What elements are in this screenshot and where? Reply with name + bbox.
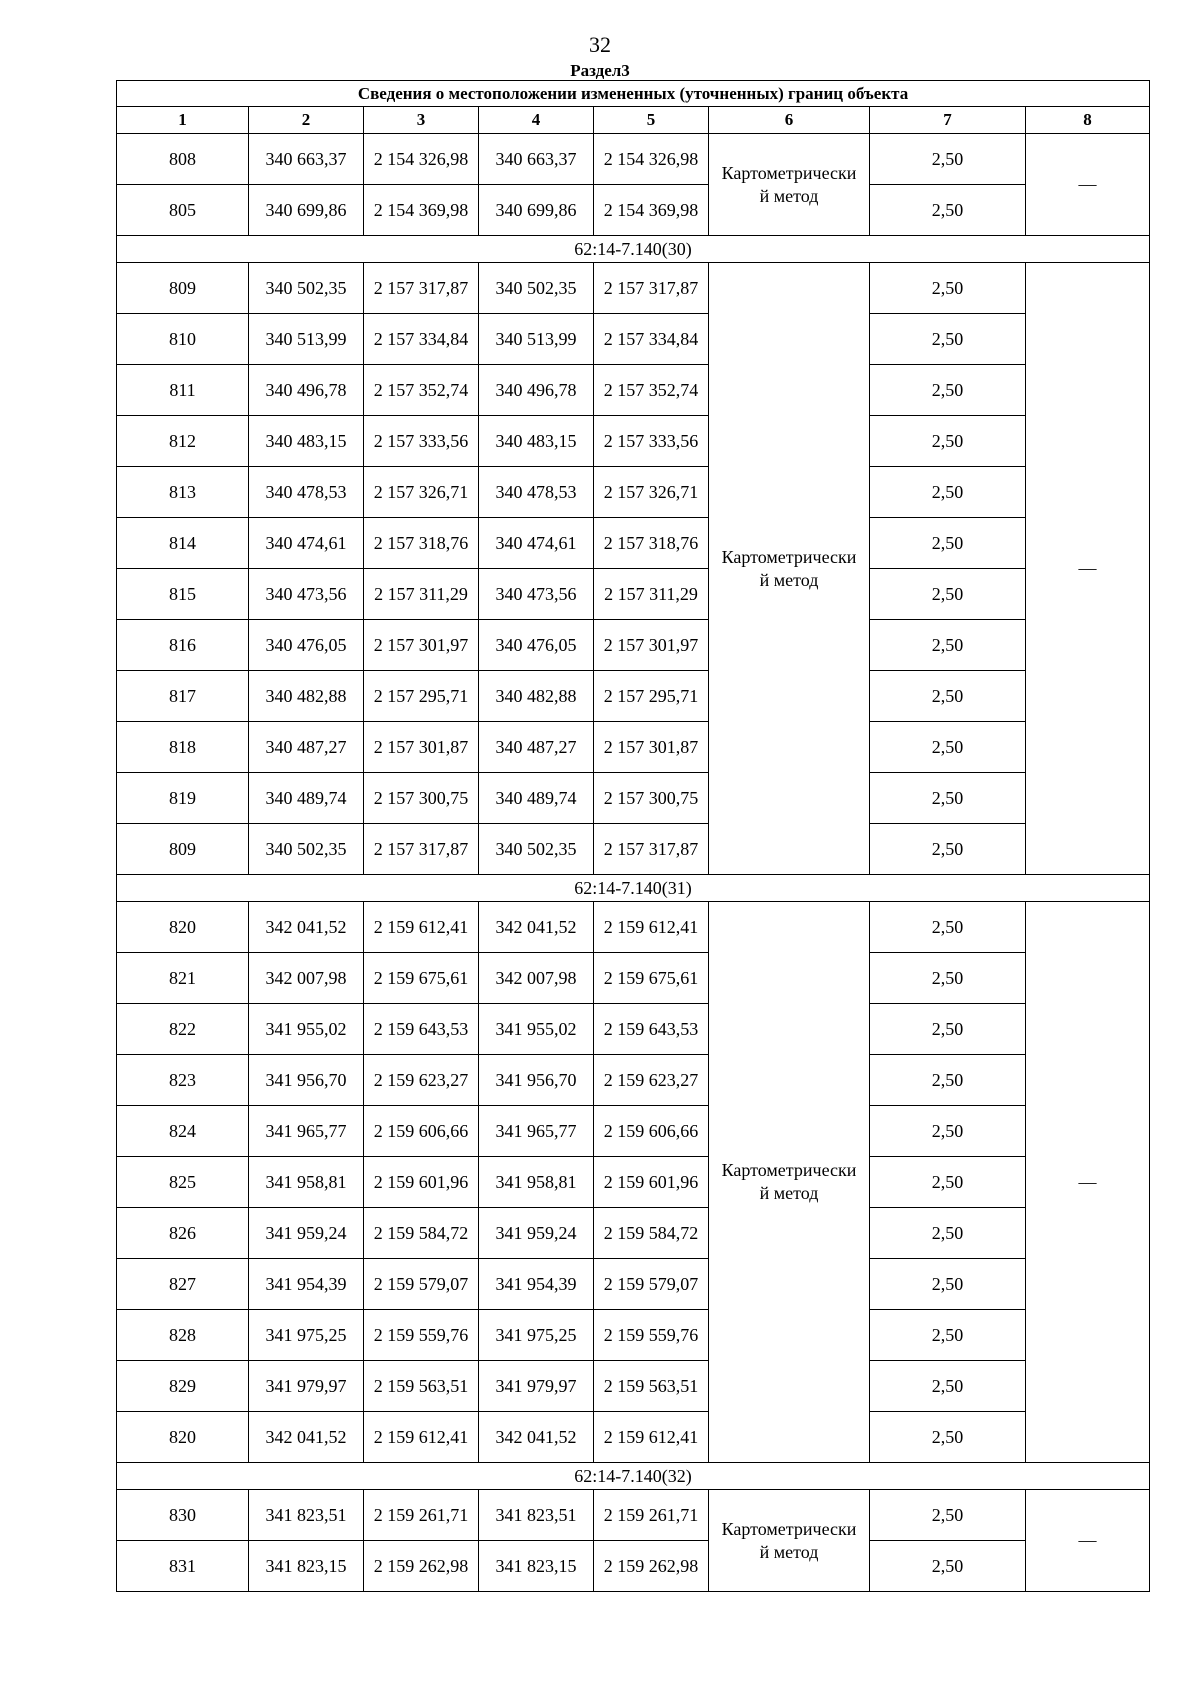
method-text-line: й метод (759, 569, 819, 590)
accuracy-cell: 2,50 (870, 518, 1026, 569)
existing-x-cell: 342 041,52 (249, 902, 364, 953)
refined-y-cell: 2 159 559,76 (594, 1310, 709, 1361)
refined-x-cell: 342 041,52 (479, 902, 594, 953)
refined-y-cell: 2 154 369,98 (594, 185, 709, 236)
table-row (117, 1310, 1150, 1361)
column-8-cell: — (1026, 134, 1150, 236)
refined-y-cell: 2 159 612,41 (594, 902, 709, 953)
refined-y-cell: 2 157 333,56 (594, 416, 709, 467)
refined-x-cell: 340 478,53 (479, 467, 594, 518)
existing-y-cell: 2 157 318,76 (364, 518, 479, 569)
table-row (117, 671, 1150, 722)
accuracy-cell: 2,50 (870, 134, 1026, 185)
method-text-line: й метод (759, 185, 819, 206)
refined-y-cell: 2 159 579,07 (594, 1259, 709, 1310)
accuracy-cell: 2,50 (870, 1055, 1026, 1106)
refined-y-cell: 2 159 563,51 (594, 1361, 709, 1412)
refined-y-cell: 2 159 675,61 (594, 953, 709, 1004)
table-row (117, 902, 1150, 953)
existing-x-cell: 341 955,02 (249, 1004, 364, 1055)
table-row (117, 1259, 1150, 1310)
point-number-cell: 810 (117, 314, 249, 365)
refined-x-cell: 340 502,35 (479, 263, 594, 314)
method-text-line: й метод (759, 1541, 819, 1562)
refined-x-cell: 341 965,77 (479, 1106, 594, 1157)
column-number: 8 (1026, 107, 1150, 134)
accuracy-cell: 2,50 (870, 773, 1026, 824)
existing-y-cell: 2 159 643,53 (364, 1004, 479, 1055)
accuracy-cell: 2,50 (870, 263, 1026, 314)
point-number-cell: 823 (117, 1055, 249, 1106)
existing-x-cell: 340 496,78 (249, 365, 364, 416)
point-number-cell: 827 (117, 1259, 249, 1310)
existing-y-cell: 2 159 606,66 (364, 1106, 479, 1157)
table-row (117, 1490, 1150, 1541)
accuracy-cell: 2,50 (870, 902, 1026, 953)
refined-x-cell: 341 823,51 (479, 1490, 594, 1541)
table-row (117, 953, 1150, 1004)
existing-y-cell: 2 157 311,29 (364, 569, 479, 620)
parcel-group-row (117, 236, 1150, 263)
existing-y-cell: 2 159 601,96 (364, 1157, 479, 1208)
existing-y-cell: 2 157 334,84 (364, 314, 479, 365)
point-number-cell: 809 (117, 824, 249, 875)
refined-x-cell: 341 959,24 (479, 1208, 594, 1259)
table-row (117, 824, 1150, 875)
refined-y-cell: 2 157 301,97 (594, 620, 709, 671)
existing-x-cell: 341 954,39 (249, 1259, 364, 1310)
table-row (117, 416, 1150, 467)
existing-y-cell: 2 157 295,71 (364, 671, 479, 722)
parcel-id: 62:14-7.140(30) (117, 236, 1150, 263)
column-8-cell: — (1026, 263, 1150, 875)
refined-y-cell: 2 157 326,71 (594, 467, 709, 518)
refined-y-cell: 2 159 643,53 (594, 1004, 709, 1055)
existing-y-cell: 2 159 579,07 (364, 1259, 479, 1310)
refined-x-cell: 340 483,15 (479, 416, 594, 467)
accuracy-cell: 2,50 (870, 1412, 1026, 1463)
parcel-group-row (117, 1463, 1150, 1490)
parcel-group-row (117, 875, 1150, 902)
table-caption: Сведения о местоположении измененных (уточненных) границ объекта (117, 81, 1150, 107)
point-number-cell: 805 (117, 185, 249, 236)
refined-x-cell: 341 975,25 (479, 1310, 594, 1361)
point-number-cell: 818 (117, 722, 249, 773)
refined-x-cell: 340 476,05 (479, 620, 594, 671)
table-row (117, 134, 1150, 185)
accuracy-cell: 2,50 (870, 1259, 1026, 1310)
existing-x-cell: 342 041,52 (249, 1412, 364, 1463)
point-number-cell: 820 (117, 902, 249, 953)
point-number-cell: 822 (117, 1004, 249, 1055)
column-number: 4 (479, 107, 594, 134)
boundary-table (116, 80, 1150, 1592)
table-row (117, 467, 1150, 518)
table-row (117, 263, 1150, 314)
point-number-cell: 824 (117, 1106, 249, 1157)
table-row (117, 620, 1150, 671)
table-row (117, 1055, 1150, 1106)
accuracy-cell: 2,50 (870, 620, 1026, 671)
existing-x-cell: 340 478,53 (249, 467, 364, 518)
existing-x-cell: 340 502,35 (249, 824, 364, 875)
refined-y-cell: 2 157 295,71 (594, 671, 709, 722)
existing-x-cell: 340 502,35 (249, 263, 364, 314)
column-number: 2 (249, 107, 364, 134)
refined-x-cell: 340 474,61 (479, 518, 594, 569)
existing-y-cell: 2 157 352,74 (364, 365, 479, 416)
existing-x-cell: 340 489,74 (249, 773, 364, 824)
point-number-cell: 820 (117, 1412, 249, 1463)
existing-x-cell: 340 482,88 (249, 671, 364, 722)
refined-y-cell: 2 157 317,87 (594, 824, 709, 875)
point-number-cell: 814 (117, 518, 249, 569)
accuracy-cell: 2,50 (870, 824, 1026, 875)
point-number-cell: 817 (117, 671, 249, 722)
column-number: 6 (709, 107, 870, 134)
point-number-cell: 826 (117, 1208, 249, 1259)
refined-x-cell: 340 502,35 (479, 824, 594, 875)
table-row (117, 773, 1150, 824)
refined-y-cell: 2 157 352,74 (594, 365, 709, 416)
refined-x-cell: 340 496,78 (479, 365, 594, 416)
refined-x-cell: 342 007,98 (479, 953, 594, 1004)
refined-y-cell: 2 157 318,76 (594, 518, 709, 569)
refined-x-cell: 340 699,86 (479, 185, 594, 236)
table-row (117, 1412, 1150, 1463)
point-number-cell: 819 (117, 773, 249, 824)
existing-x-cell: 340 487,27 (249, 722, 364, 773)
table-row (117, 518, 1150, 569)
accuracy-cell: 2,50 (870, 1004, 1026, 1055)
refined-y-cell: 2 159 261,71 (594, 1490, 709, 1541)
refined-y-cell: 2 157 334,84 (594, 314, 709, 365)
table-body (117, 134, 1150, 1592)
existing-x-cell: 340 476,05 (249, 620, 364, 671)
method-text-line: Картометрически (721, 1518, 857, 1539)
existing-y-cell: 2 159 675,61 (364, 953, 479, 1004)
column-8-cell: — (1026, 902, 1150, 1463)
table-row (117, 569, 1150, 620)
table-row (117, 1004, 1150, 1055)
accuracy-cell: 2,50 (870, 953, 1026, 1004)
refined-x-cell: 341 979,97 (479, 1361, 594, 1412)
table-row (117, 1106, 1150, 1157)
accuracy-cell: 2,50 (870, 671, 1026, 722)
existing-x-cell: 341 975,25 (249, 1310, 364, 1361)
point-number-cell: 829 (117, 1361, 249, 1412)
existing-x-cell: 340 699,86 (249, 185, 364, 236)
refined-x-cell: 340 473,56 (479, 569, 594, 620)
refined-y-cell: 2 159 623,27 (594, 1055, 709, 1106)
accuracy-cell: 2,50 (870, 1106, 1026, 1157)
accuracy-cell: 2,50 (870, 569, 1026, 620)
accuracy-cell: 2,50 (870, 365, 1026, 416)
existing-y-cell: 2 159 261,71 (364, 1490, 479, 1541)
existing-y-cell: 2 157 326,71 (364, 467, 479, 518)
existing-y-cell: 2 154 369,98 (364, 185, 479, 236)
point-number-cell: 808 (117, 134, 249, 185)
method-cell (709, 134, 870, 236)
existing-y-cell: 2 157 317,87 (364, 824, 479, 875)
refined-y-cell: 2 157 317,87 (594, 263, 709, 314)
existing-x-cell: 340 513,99 (249, 314, 364, 365)
existing-x-cell: 340 473,56 (249, 569, 364, 620)
existing-y-cell: 2 157 333,56 (364, 416, 479, 467)
existing-y-cell: 2 159 559,76 (364, 1310, 479, 1361)
column-8-cell: — (1026, 1490, 1150, 1592)
accuracy-cell: 2,50 (870, 1490, 1026, 1541)
existing-x-cell: 340 663,37 (249, 134, 364, 185)
existing-x-cell: 341 965,77 (249, 1106, 364, 1157)
refined-y-cell: 2 157 300,75 (594, 773, 709, 824)
table-row (117, 1157, 1150, 1208)
accuracy-cell: 2,50 (870, 1310, 1026, 1361)
accuracy-cell: 2,50 (870, 314, 1026, 365)
existing-y-cell: 2 159 262,98 (364, 1541, 479, 1592)
existing-y-cell: 2 157 301,97 (364, 620, 479, 671)
point-number-cell: 816 (117, 620, 249, 671)
accuracy-cell: 2,50 (870, 1361, 1026, 1412)
accuracy-cell: 2,50 (870, 1208, 1026, 1259)
existing-x-cell: 340 474,61 (249, 518, 364, 569)
existing-y-cell: 2 159 563,51 (364, 1361, 479, 1412)
existing-y-cell: 2 157 300,75 (364, 773, 479, 824)
method-cell (709, 1490, 870, 1592)
section-title: Раздел3 (570, 61, 630, 80)
refined-y-cell: 2 157 301,87 (594, 722, 709, 773)
existing-y-cell: 2 159 623,27 (364, 1055, 479, 1106)
parcel-id: 62:14-7.140(31) (117, 875, 1150, 902)
method-text-line: Картометрически (721, 546, 857, 567)
method-text-line: й метод (759, 1183, 819, 1203)
column-number: 1 (117, 107, 249, 134)
point-number-cell: 825 (117, 1157, 249, 1208)
accuracy-cell: 2,50 (870, 1157, 1026, 1208)
existing-x-cell: 340 483,15 (249, 416, 364, 467)
existing-x-cell: 341 958,81 (249, 1157, 364, 1208)
refined-x-cell: 341 956,70 (479, 1055, 594, 1106)
table-row (117, 1541, 1150, 1592)
method-cell (709, 263, 870, 875)
existing-y-cell: 2 154 326,98 (364, 134, 479, 185)
accuracy-cell: 2,50 (870, 467, 1026, 518)
method-text-line: Картометрически (721, 1160, 857, 1180)
refined-x-cell: 341 954,39 (479, 1259, 594, 1310)
parcel-id: 62:14-7.140(32) (117, 1463, 1150, 1490)
point-number-cell: 812 (117, 416, 249, 467)
column-number: 5 (594, 107, 709, 134)
point-number-cell: 821 (117, 953, 249, 1004)
existing-x-cell: 341 959,24 (249, 1208, 364, 1259)
point-number-cell: 831 (117, 1541, 249, 1592)
table-row (117, 1208, 1150, 1259)
accuracy-cell: 2,50 (870, 1541, 1026, 1592)
existing-x-cell: 342 007,98 (249, 953, 364, 1004)
refined-x-cell: 340 513,99 (479, 314, 594, 365)
existing-y-cell: 2 159 584,72 (364, 1208, 479, 1259)
accuracy-cell: 2,50 (870, 722, 1026, 773)
point-number-cell: 830 (117, 1490, 249, 1541)
refined-y-cell: 2 159 606,66 (594, 1106, 709, 1157)
point-number-cell: 828 (117, 1310, 249, 1361)
refined-x-cell: 340 487,27 (479, 722, 594, 773)
existing-x-cell: 341 979,97 (249, 1361, 364, 1412)
existing-y-cell: 2 157 317,87 (364, 263, 479, 314)
table-row (117, 365, 1150, 416)
existing-y-cell: 2 157 301,87 (364, 722, 479, 773)
refined-y-cell: 2 154 326,98 (594, 134, 709, 185)
existing-x-cell: 341 823,51 (249, 1490, 364, 1541)
table-row (117, 1361, 1150, 1412)
existing-x-cell: 341 823,15 (249, 1541, 364, 1592)
method-text-line: Картометрически (721, 162, 857, 183)
refined-x-cell: 342 041,52 (479, 1412, 594, 1463)
refined-x-cell: 340 663,37 (479, 134, 594, 185)
column-number: 3 (364, 107, 479, 134)
accuracy-cell: 2,50 (870, 416, 1026, 467)
method-cell (709, 902, 870, 1463)
refined-y-cell: 2 159 601,96 (594, 1157, 709, 1208)
refined-x-cell: 341 955,02 (479, 1004, 594, 1055)
existing-x-cell: 341 956,70 (249, 1055, 364, 1106)
refined-y-cell: 2 159 262,98 (594, 1541, 709, 1592)
existing-y-cell: 2 159 612,41 (364, 1412, 479, 1463)
point-number-cell: 815 (117, 569, 249, 620)
column-number: 7 (870, 107, 1026, 134)
table-row (117, 314, 1150, 365)
refined-x-cell: 340 489,74 (479, 773, 594, 824)
refined-x-cell: 341 823,15 (479, 1541, 594, 1592)
refined-y-cell: 2 157 311,29 (594, 569, 709, 620)
refined-x-cell: 341 958,81 (479, 1157, 594, 1208)
existing-y-cell: 2 159 612,41 (364, 902, 479, 953)
refined-y-cell: 2 159 612,41 (594, 1412, 709, 1463)
point-number-cell: 811 (117, 365, 249, 416)
table-row (117, 722, 1150, 773)
page-number: 32 (589, 32, 611, 57)
refined-y-cell: 2 159 584,72 (594, 1208, 709, 1259)
accuracy-cell: 2,50 (870, 185, 1026, 236)
point-number-cell: 813 (117, 467, 249, 518)
point-number-cell: 809 (117, 263, 249, 314)
refined-x-cell: 340 482,88 (479, 671, 594, 722)
table-row (117, 185, 1150, 236)
